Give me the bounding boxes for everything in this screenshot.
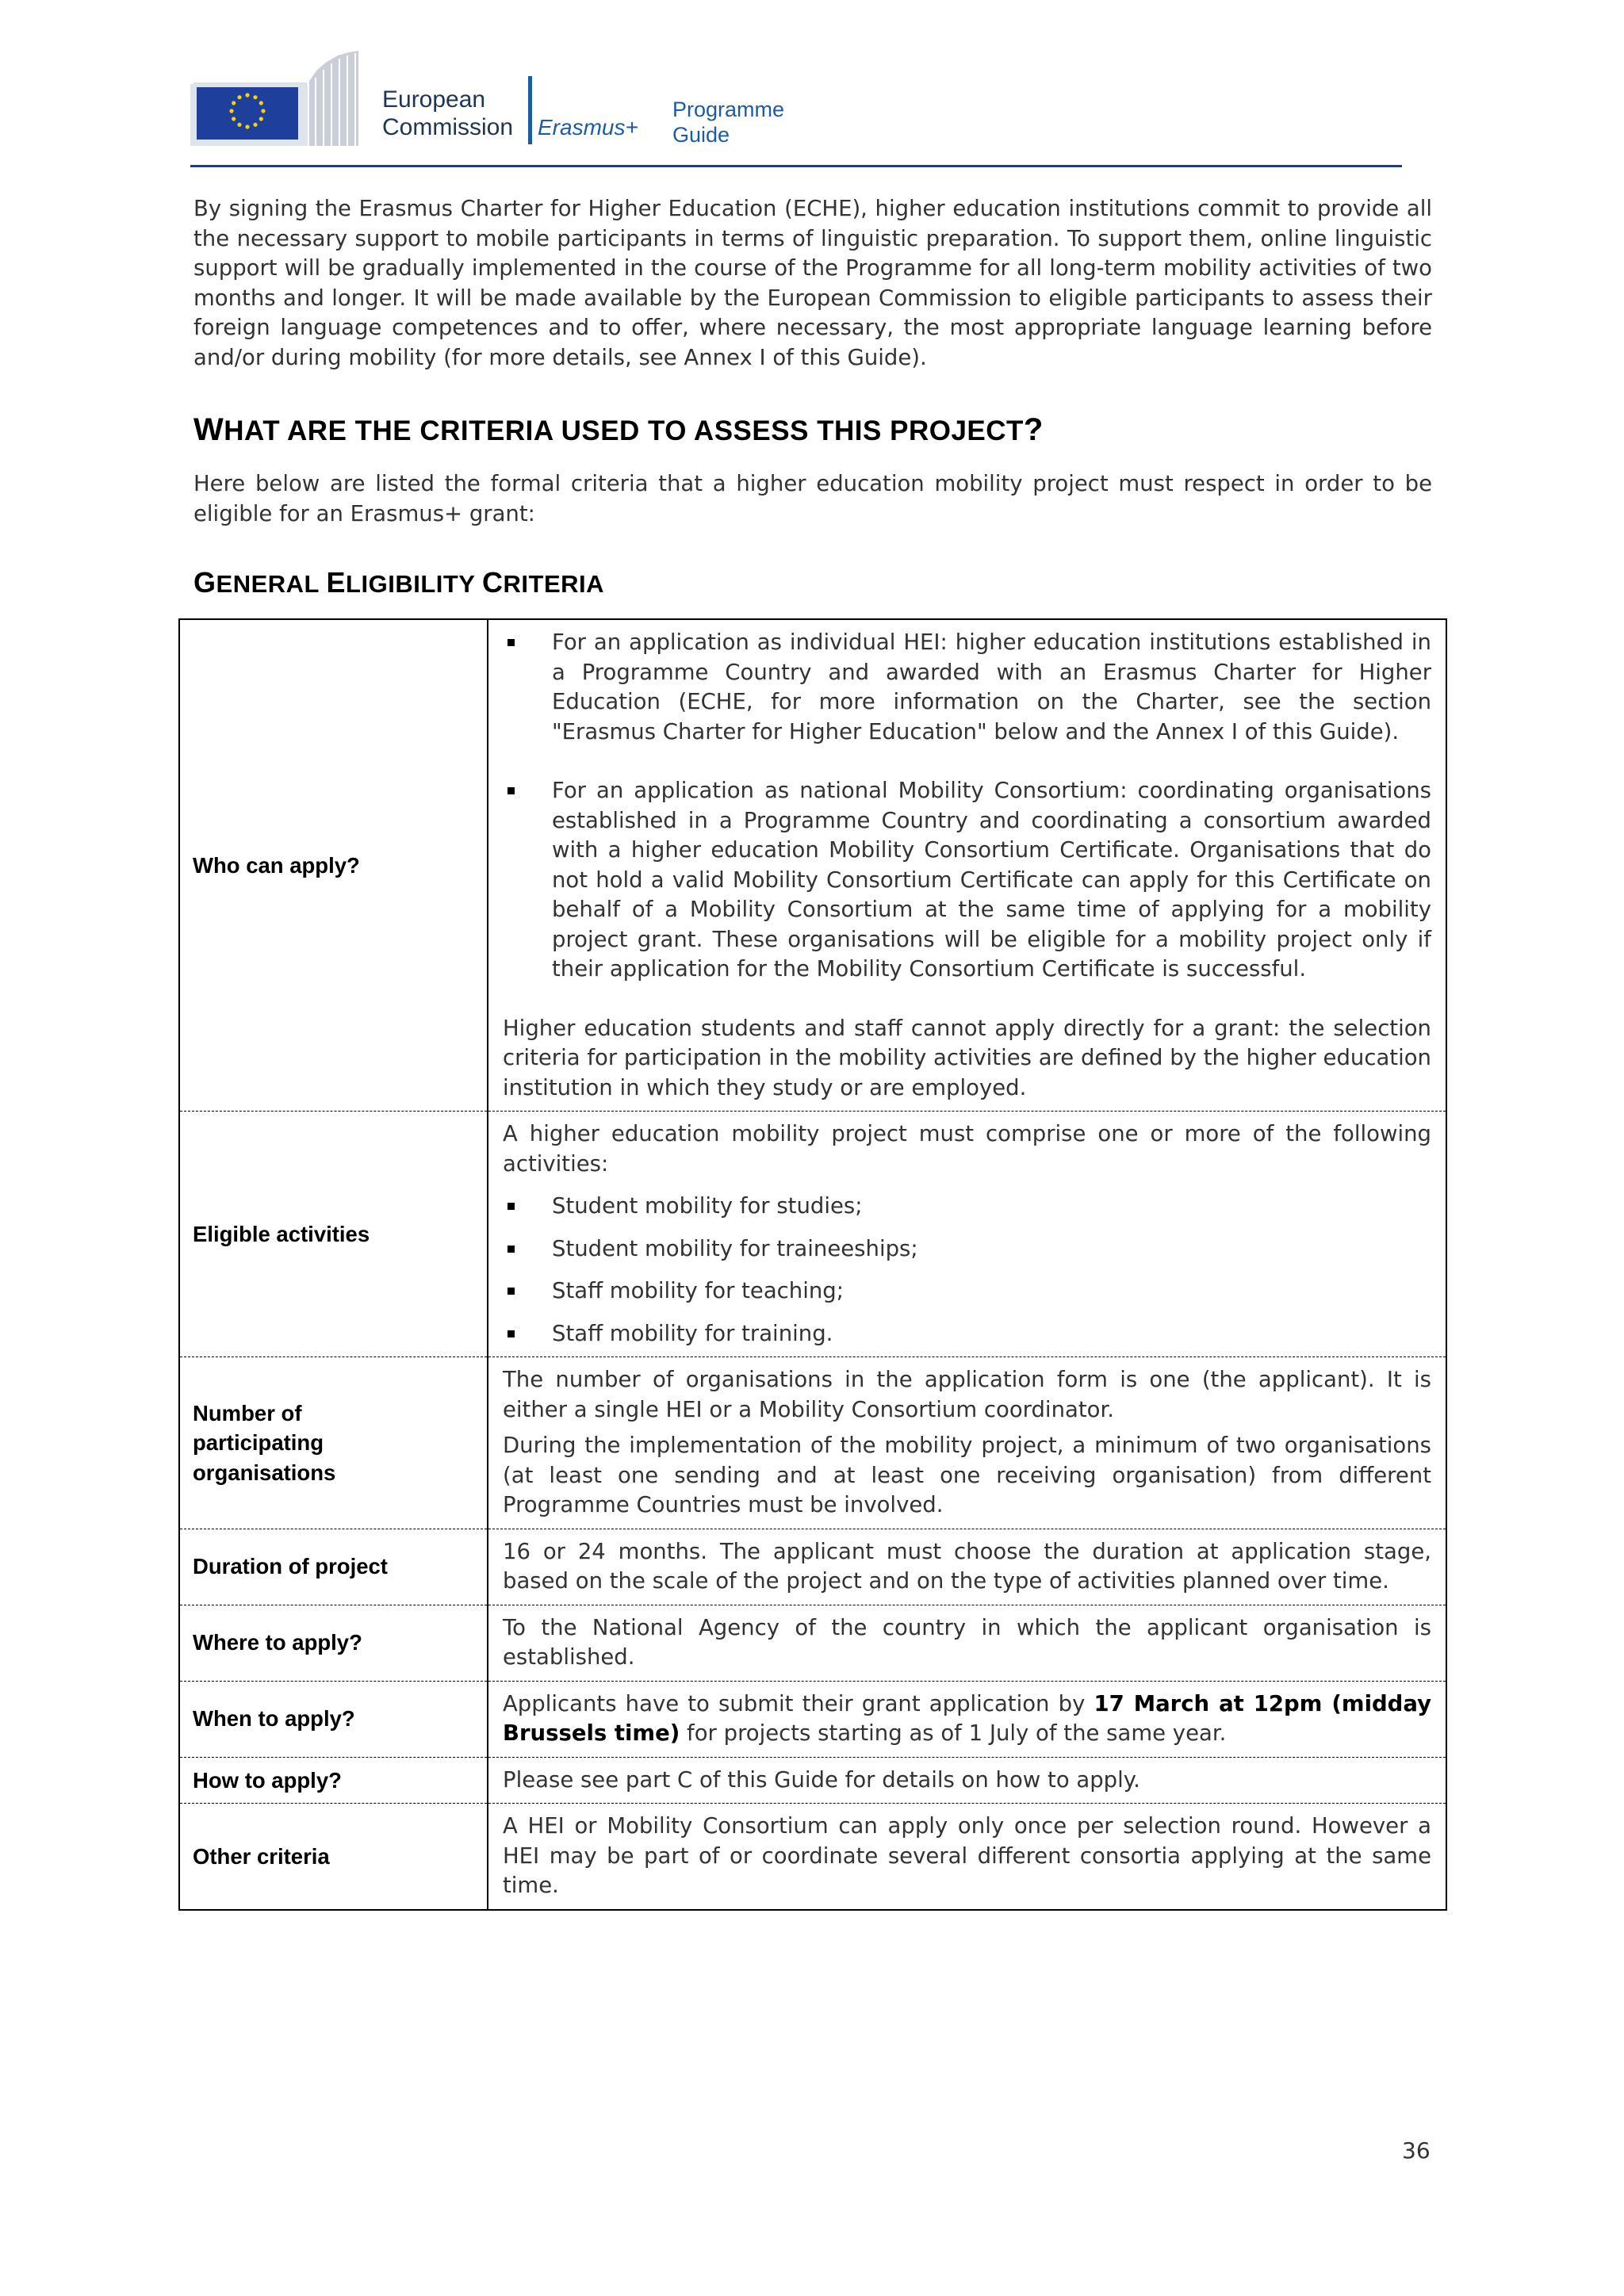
row-label-eligible-activities: Eligible activities <box>179 1112 488 1357</box>
label-line: Number of <box>193 1400 302 1425</box>
row-content-how-to-apply: Please see part C of this Guide for details on how to apply. <box>488 1757 1446 1804</box>
table-row-who-can-apply <box>179 619 1446 1112</box>
eligibility-criteria-table <box>178 618 1447 1911</box>
activities-intro: A higher education mobility project must comprise one or more of the following activities: <box>503 1121 1431 1177</box>
row-label-other-criteria: Other criteria <box>179 1804 488 1910</box>
row-label-who-can-apply: Who can apply? <box>179 619 488 1112</box>
heading-question-mark: ? <box>1023 412 1044 447</box>
heading-text-criteria: RITERIA <box>503 570 605 598</box>
row-label-duration: Duration of project <box>179 1529 488 1605</box>
header-rule <box>190 165 1402 167</box>
row-label-where-to-apply: Where to apply? <box>179 1605 488 1681</box>
heading-text-eligibility: LIGIBILITY <box>346 570 483 598</box>
when-text-before: Applicants have to submit their grant application by <box>503 1690 1094 1716</box>
number-paragraph-2: During the implementation of the mobility project, a minimum of two organisations (at least one sending and at least one receiving organisation) from different Programme Countries must be involved. <box>503 1433 1431 1517</box>
table-row-when-to-apply <box>179 1681 1446 1757</box>
heading-cap-c: C <box>482 566 504 599</box>
row-content-other-criteria: A HEI or Mobility Consortium can apply only once per selection round. However a HEI may be part of or coordinate several different consortia applying at the same time. <box>503 1813 1431 1898</box>
page-content <box>193 194 1432 600</box>
row-label-when-to-apply: When to apply? <box>179 1681 488 1757</box>
activities-list <box>503 1192 1431 1349</box>
table-row-how-to-apply <box>179 1757 1446 1804</box>
guide-line-1: Programme <box>672 98 785 121</box>
row-content-eligible-activities <box>488 1112 1446 1357</box>
row-content-duration: 16 or 24 months. The applicant must choose the duration at application stage, based on the scale of the project and on the type of activities planned over time. <box>488 1529 1446 1605</box>
guide-line-2: Guide <box>672 123 730 147</box>
table-row-eligible-activities <box>179 1112 1446 1357</box>
criteria-intro: Here below are listed the formal criteria that a higher education mobility project must respect in order to be eligible for an Erasmus+ grant: <box>193 471 1432 526</box>
page-number: 36 <box>1402 2137 1431 2164</box>
heading-cap: W <box>193 412 224 447</box>
section-heading-criteria <box>193 412 1432 449</box>
berlaymont-building-icon <box>309 51 358 146</box>
deadline-bold: 17 March at 12pm (midday Brussels time) <box>503 1690 1432 1746</box>
european-commission-logo <box>190 46 365 149</box>
row-content-when-to-apply <box>488 1681 1446 1757</box>
table-row-where-to-apply <box>179 1605 1446 1681</box>
row-content-who-can-apply <box>488 619 1446 1112</box>
heading-text: HAT ARE THE CRITERIA USED TO ASSESS THIS PROJECT <box>224 415 1024 446</box>
list-item: Student mobility for studies; <box>503 1192 1431 1222</box>
brand-line-1: European <box>382 86 486 113</box>
who-can-apply-note: Higher education students and staff cannot apply directly for a grant: the selection criteria for participation in the mobility activities are defined by the higher education institution in which they study or are employed. <box>503 1015 1431 1100</box>
who-can-apply-list <box>503 628 1431 985</box>
heading-text-general: ENERAL <box>216 570 327 598</box>
when-text-after: for projects starting as of 1 July of the same year. <box>680 1720 1227 1746</box>
row-label-number-of-organisations <box>179 1357 488 1529</box>
page-header <box>190 48 1404 166</box>
brand-separator <box>528 76 532 144</box>
brand-name <box>382 86 513 141</box>
erasmus-plus-wordmark: Erasmus+ <box>538 115 638 140</box>
list-item: Student mobility for traineeships; <box>503 1234 1431 1265</box>
programme-guide-label <box>672 97 784 147</box>
row-label-how-to-apply: How to apply? <box>179 1757 488 1804</box>
row-content-number-of-organisations <box>488 1357 1446 1529</box>
list-item: For an application as national Mobility Consortium: coordinating organisations established in a Programme Country and coordinating a consortium awarded with a higher education Mobility Consortium Certificate. Organisations that do not hold a valid Mobility Consortium Certificate can apply for this Certificate on behalf of a Mobility Consortium at the same time of applying for a mobility project grant. These organisations will be eligible for a mobility project only if their application for the Mobility Consortium Certificate is successful. <box>503 776 1431 985</box>
label-line: participating <box>193 1430 324 1455</box>
table-row-duration <box>179 1529 1446 1605</box>
heading-cap-e: E <box>326 566 347 599</box>
section-heading-general-eligibility <box>193 567 1432 600</box>
brand-line-2: Commission <box>382 114 514 140</box>
list-item: Staff mobility for training. <box>503 1319 1431 1349</box>
row-content-where-to-apply: To the National Agency of the country in which the applicant organisation is established. <box>488 1605 1446 1681</box>
intro-paragraph: By signing the Erasmus Charter for Higher Education (ECHE), higher education institutions commit to provide all the necessary support to mobile participants in terms of linguistic preparation. To support them, online linguistic support will be gradually implemented in the course of the Programme for all long-term mobility activities of two months and longer. It will be made available by the European Commission to eligible participants to assess their foreign language competences and to offer, where necessary, the most appropriate language learning before and/or during mobility (for more details, see Annex I of this Guide). <box>193 196 1432 370</box>
table-row-other-criteria <box>179 1804 1446 1910</box>
list-item: For an application as individual HEI: higher education institutions established in a Programme Country and awarded with an Erasmus Charter for Higher Education (ECHE, for more information on the Charter, see the section "Erasmus Charter for Higher Education" below and the Annex I of this Guide). <box>503 628 1431 747</box>
table-row-number-of-organisations <box>179 1357 1446 1529</box>
heading-cap-g: G <box>193 566 216 599</box>
number-paragraph-1: The number of organisations in the application form is one (the applicant). It is either a single HEI or a Mobility Consortium coordinator. <box>503 1367 1431 1422</box>
label-line: organisations <box>193 1460 336 1485</box>
list-item: Staff mobility for teaching; <box>503 1276 1431 1307</box>
